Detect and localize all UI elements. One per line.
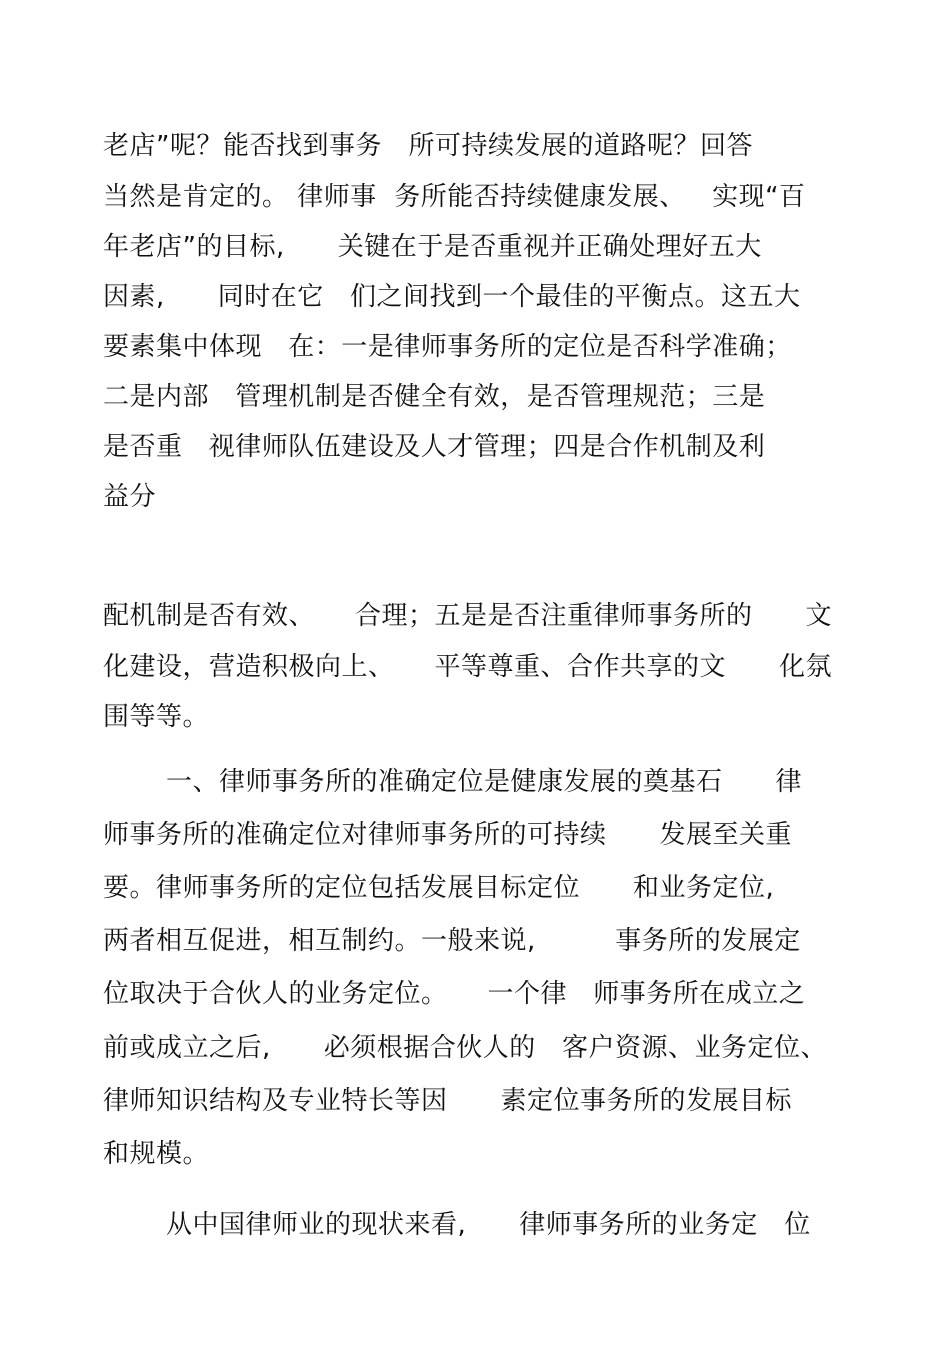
text-line: 配机制是否有效、 合理；五是是否注重律师事务所的 文 [103, 601, 833, 631]
text-line: 化建设，营造积极向上、 平等尊重、合作共享的文 化氛 [103, 652, 833, 682]
text-line: 要素集中体现 在：一是律师事务所的定位是否科学准确； [103, 332, 792, 362]
text-line: 师事务所的准确定位对律师事务所的可持续 发展至关重 [103, 820, 793, 850]
text-line: 和规模。 [103, 1139, 210, 1169]
section-heading-line: 一、律师事务所的准确定位是健康发展的奠基石 律 [166, 767, 803, 797]
text-line: 二是内部 管理机制是否健全有效，是否管理规范；三是 [103, 382, 766, 412]
text-line: 位取决于合伙人的业务定位。 一个律 师事务所在成立之 [103, 979, 806, 1009]
text-line: 老店”呢？能否找到事务 所可持续发展的道路呢？回答 [103, 131, 753, 161]
paragraph-start-line: 从中国律师业的现状来看, 律师事务所的业务定 位 [166, 1210, 811, 1240]
text-line: 益分 [103, 482, 157, 512]
text-line: 前或成立之后, 必须根据合伙人的 客户资源、业务定位、 [103, 1033, 828, 1063]
text-line: 因素, 同时在它 们之间找到一个最佳的平衡点。这五大 [103, 282, 801, 312]
text-line: 年老店”的目标, 关键在于是否重视并正确处理好五大 [103, 232, 762, 262]
text-line: 当然是肯定的。 律师事 务所能否持续健康发展、 实现“百 [103, 182, 806, 212]
text-line: 是否重 视律师队伍建设及人才管理；四是合作机制及利 [103, 432, 766, 462]
text-line: 要。律师事务所的定位包括发展目标定位 和业务定位, [103, 873, 775, 903]
text-line: 律师知识结构及专业特长等因 素定位事务所的发展目标 [103, 1086, 793, 1116]
text-line: 围等等。 [103, 702, 210, 732]
text-line: 两者相互促进，相互制约。一般来说, 事务所的发展定 [103, 926, 801, 956]
